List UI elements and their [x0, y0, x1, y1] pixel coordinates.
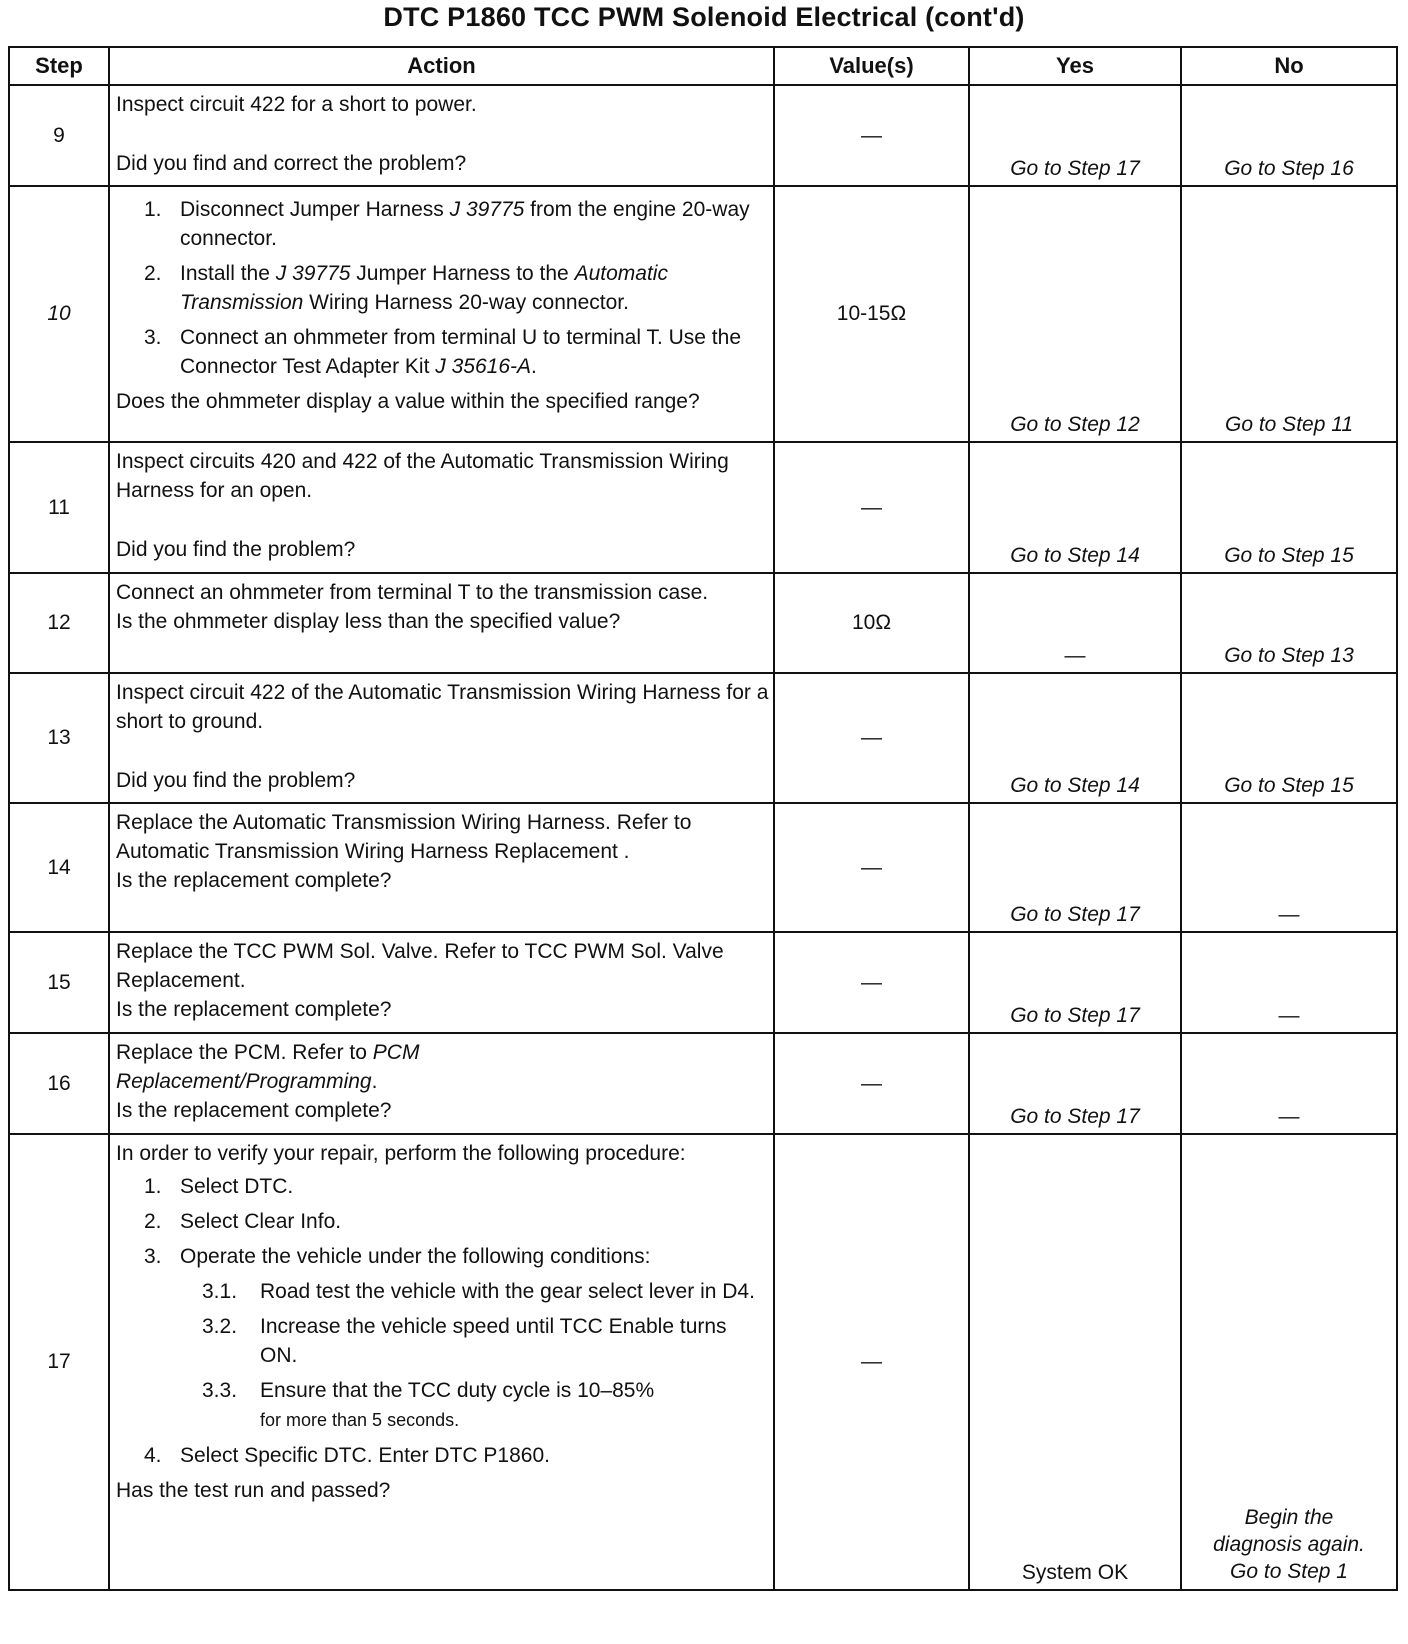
table-row-step-14 [9, 803, 1397, 932]
value-cell: 10-15Ω [774, 186, 969, 442]
action-question: Does the ohmmeter display a value within the specified range? [116, 390, 700, 413]
header-yes: Yes [969, 47, 1181, 85]
action-cell [109, 573, 774, 673]
no-line: Begin the [1244, 1506, 1334, 1529]
action-cell [109, 1134, 774, 1590]
step-number: 15 [9, 932, 109, 1033]
action-question: Has the test run and passed? [116, 1479, 391, 1502]
table-row-step-13 [9, 673, 1397, 803]
action-question: Is the replacement complete? [116, 1099, 392, 1122]
yes-cell: Go to Step 17 [969, 803, 1181, 932]
procedure-list-continued [116, 1441, 769, 1470]
list-item: 3. Operate the vehicle under the following conditions: [144, 1245, 651, 1268]
value-cell: — [774, 85, 969, 186]
value-cell: — [774, 803, 969, 932]
action-text: Replace the PCM. Refer to PCM Replacement/Programming. [116, 1041, 420, 1093]
value-cell: 10Ω [774, 573, 969, 673]
action-cell [109, 673, 774, 803]
diagnostic-table [8, 46, 1398, 1591]
yes-cell: System OK [969, 1134, 1181, 1590]
table-row-step-16 [9, 1033, 1397, 1134]
action-cell [109, 932, 774, 1033]
action-question: Did you find the problem? [116, 538, 356, 561]
list-item: 4. Select Specific DTC. Enter DTC P1860. [144, 1444, 550, 1467]
sublist-item: 3.1. Road test the vehicle with the gear select lever in D4. [202, 1280, 755, 1303]
table-row-step-17 [9, 1134, 1397, 1590]
table-row-step-12 [9, 573, 1397, 673]
yes-cell: Go to Step 17 [969, 85, 1181, 186]
no-cell: Go to Step 11 [1181, 186, 1397, 442]
yes-cell: Go to Step 12 [969, 186, 1181, 442]
action-question: Is the ohmmeter display less than the specified value? [116, 610, 621, 633]
list-item: 2. Select Clear Info. [144, 1210, 342, 1233]
action-question: Did you find and correct the problem? [116, 152, 467, 175]
header-value: Value(s) [774, 47, 969, 85]
no-cell: — [1181, 1033, 1397, 1134]
action-text: Connect an ohmmeter from terminal T to the transmission case. [116, 581, 709, 604]
list-item: 2. Install the J 39775 Jumper Harness to the Automatic Transmission Wiring Harness 20-way connector. [144, 262, 668, 314]
procedure-list [116, 195, 769, 381]
yes-cell: — [969, 573, 1181, 673]
value-cell: — [774, 932, 969, 1033]
header-action: Action [109, 47, 774, 85]
procedure-sublist [116, 1277, 769, 1435]
action-question: Is the replacement complete? [116, 998, 392, 1021]
action-question: Did you find the problem? [116, 769, 356, 792]
no-line: Go to Step 1 [1230, 1560, 1348, 1583]
action-text: Inspect circuits 420 and 422 of the Automatic Transmission Wiring Harness for an open. [116, 450, 729, 502]
value-cell: — [774, 1033, 969, 1134]
no-cell: Go to Step 13 [1181, 573, 1397, 673]
step-number: 12 [9, 573, 109, 673]
no-cell: Go to Step 15 [1181, 442, 1397, 573]
yes-cell: Go to Step 14 [969, 673, 1181, 803]
action-cell [109, 1033, 774, 1134]
table-row-step-11 [9, 442, 1397, 573]
step-number: 16 [9, 1033, 109, 1134]
no-cell: Go to Step 15 [1181, 673, 1397, 803]
yes-cell: Go to Step 14 [969, 442, 1181, 573]
no-line: diagnosis again. [1213, 1533, 1365, 1556]
no-cell: — [1181, 803, 1397, 932]
no-cell: Go to Step 16 [1181, 85, 1397, 186]
table-header-row [9, 47, 1397, 85]
action-question: Is the replacement complete? [116, 869, 392, 892]
procedure-list [116, 1172, 769, 1271]
value-cell: — [774, 442, 969, 573]
table-row-step-10 [9, 186, 1397, 442]
page-title: DTC P1860 TCC PWM Solenoid Electrical (cont'd) [383, 2, 1025, 32]
header-no: No [1181, 47, 1397, 85]
no-cell [1181, 1134, 1397, 1590]
table-row-step-9 [9, 85, 1397, 186]
list-item: 1. Disconnect Jumper Harness J 39775 from the engine 20-way connector. [144, 198, 750, 250]
action-cell [109, 803, 774, 932]
step-number: 17 [9, 1134, 109, 1590]
no-cell: — [1181, 932, 1397, 1033]
yes-cell: Go to Step 17 [969, 1033, 1181, 1134]
yes-cell: Go to Step 17 [969, 932, 1181, 1033]
sublist-item: 3.3. Ensure that the TCC duty cycle is 10–85% for more than 5 seconds. [202, 1379, 655, 1430]
action-text: Replace the TCC PWM Sol. Valve. Refer to TCC PWM Sol. Valve Replacement. [116, 940, 724, 992]
list-item: 1. Select DTC. [144, 1175, 294, 1198]
value-cell: — [774, 1134, 969, 1590]
step-number: 13 [9, 673, 109, 803]
step-number: 10 [9, 186, 109, 442]
sublist-item: 3.2. Increase the vehicle speed until TCC Enable turns ON. [202, 1315, 727, 1367]
action-cell [109, 186, 774, 442]
action-cell [109, 85, 774, 186]
action-text: Inspect circuit 422 of the Automatic Transmission Wiring Harness for a short to ground. [116, 681, 769, 733]
step-number: 9 [9, 85, 109, 186]
action-text: Inspect circuit 422 for a short to power. [116, 93, 477, 116]
action-text: Replace the Automatic Transmission Wiring Harness. Refer to Automatic Transmission Wiring Harness Replacement . [116, 811, 692, 863]
step-number: 14 [9, 803, 109, 932]
step-number: 11 [9, 442, 109, 573]
table-row-step-15 [9, 932, 1397, 1033]
list-item: 3. Connect an ohmmeter from terminal U to terminal T. Use the Connector Test Adapter Kit J 35616-A. [144, 326, 742, 378]
action-text: In order to verify your repair, perform the following procedure: [116, 1142, 686, 1165]
value-cell: — [774, 673, 969, 803]
header-step: Step [9, 47, 109, 85]
action-cell [109, 442, 774, 573]
